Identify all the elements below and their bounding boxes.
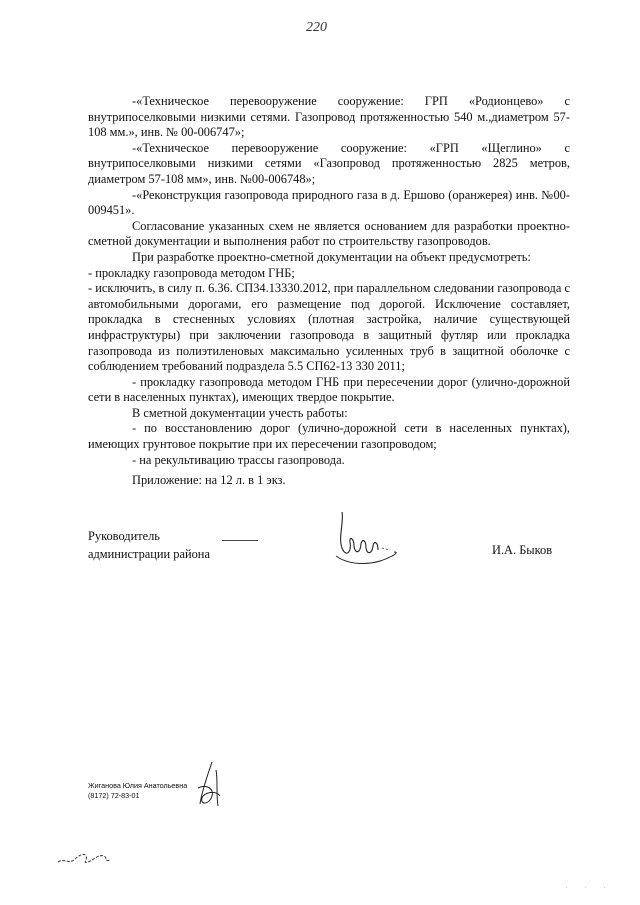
paragraph-design-intro: При разработке проектно-сметной документации на объект предусмотреть: (132, 249, 531, 264)
paragraph-object-2: -«Техническое перевооружение сооружение: «ГРП «Щеглино» с внутрипоселковыми низкими сетями «Газопровод протяженностью 2825 метров, диаметром 57-108 мм», инв. №00-006748»; (88, 140, 570, 186)
page-number: 220 (306, 20, 327, 35)
executor-phone: (8172) 72-83-01 (88, 791, 140, 800)
signatory-title (88, 527, 210, 563)
signatory-title-line1: Руководитель (88, 529, 160, 543)
signatory-name: И.А. Быков (492, 543, 553, 557)
list-item-recultivation: - на рекультивацию трассы газопровода. (132, 452, 345, 467)
list-item-gnb-laying: - прокладку газопровода методом ГНБ; (88, 265, 295, 280)
executor-info (88, 781, 187, 801)
signatory-title-line2: администрации района (88, 547, 210, 561)
paragraph-object-1: -«Техническое перевооружение сооружение: ГРП «Родионцево» с внутрипоселковыми низкими сетями. Газопровод протяженностью 540 м.,диаметром 57-108 мм.», инв. № 00-006747»; (88, 94, 570, 140)
paragraph-object-3: -«Реконструкция газопровода природного газа в д. Ершово (оранжерея) инв. №00-009451». (88, 187, 570, 218)
list-item-road-crossing: - прокладку газопровода методом ГНБ при пересечении дорог (улично-дорожной сети в населенных пунктах), имеющих твердое покрытие. (88, 374, 570, 405)
paragraph-estimate-intro: В сметной документации учесть работы: (132, 405, 348, 420)
signature-line (222, 540, 258, 541)
list-item-exclusion: - исключить, в силу п. 6.36. СП34.13330.2012, при параллельном следовании газопровода с автомобильными дорогами, его размещение под дорогой. Исключение составляет, прокладка в стесненных условиях (плотная застройка, наличие существующей инфраструктуры) при заключении газопровода в защитный футляр или прокладка газопровода из полиэтиленовых максимально усиленных труб в защитной оболочке с соблюдением требований подраздела 5.5 СП62-13 330 2011; (88, 281, 570, 374)
executor-signature (190, 760, 230, 812)
executor-name: Жиганова Юлия Анатольевна (88, 781, 188, 790)
list-item-road-restoration: - по восстановлению дорог (улично-дорожной сети в населенных пунктах), имеющих грунтовое покрытие при их пересечении газопроводом; (88, 421, 570, 452)
scan-artifact-dots: . . . (566, 884, 614, 890)
body-text-block-1 (88, 94, 570, 489)
paragraph-attachment: Приложение: на 12 л. в 1 экз. (132, 473, 286, 488)
margin-scribble (54, 844, 118, 868)
paragraph-approval-note: Согласование указанных схем не является основанием для разработки проектно-сметной документации и выполнения работ по строительству газопроводов. (88, 218, 570, 249)
handwritten-signature (330, 508, 410, 572)
